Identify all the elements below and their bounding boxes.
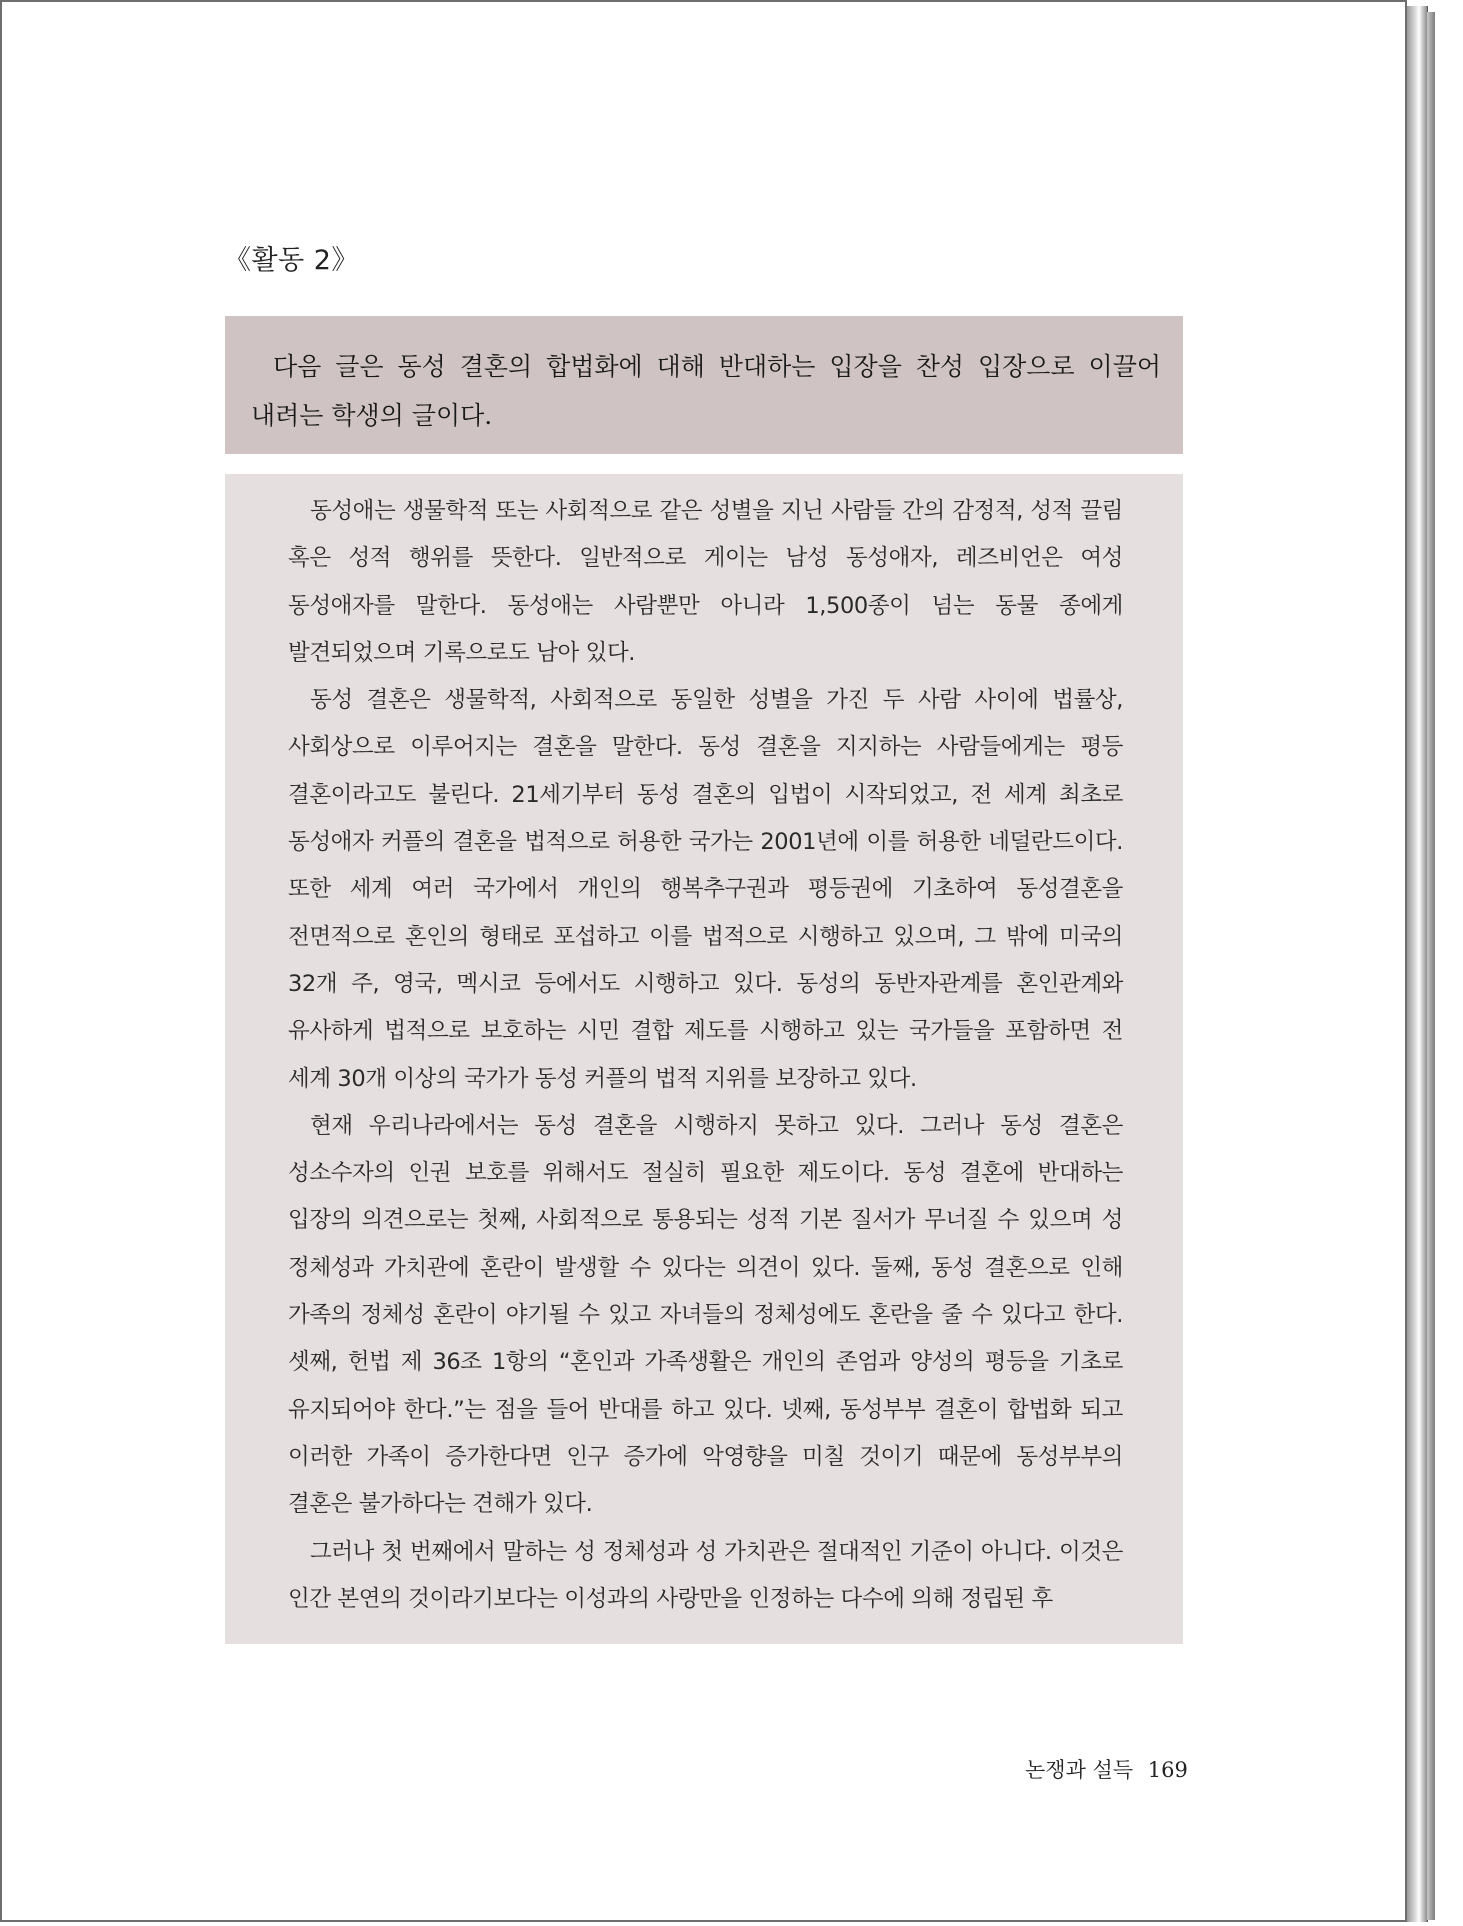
footer-book-title: 논쟁과 설득 <box>1025 1758 1134 1782</box>
page-footer <box>1025 1754 1188 1784</box>
prompt-box <box>225 316 1183 454</box>
passage-paragraph-3: 현재 우리나라에서는 동성 결혼을 시행하지 못하고 있다. 그러나 동성 결혼은 성소수자의 인권 보호를 위해서도 절실히 필요한 제도이다. 동성 결혼에 반대하는 입장의 의견으로는 첫째, 사회적으로 통용되는 성적 기본 질서가 무너질 수 있으며 성 정체성과 가치관에 혼란이 발생할 수 있다는 의견이 있다. 둘째, 동성 결혼으로 인해 가족의 정체성 혼란이 야기될 수 있고 자녀들의 정체성에도 혼란을 줄 수 있다고 한다. 셋째, 헌법 제 36조 1항의 “혼인과 가족생활은 개인의 존엄과 양성의 평등을 기초로 유지되어야 한다.”는 점을 들어 반대를 하고 있다. 넷째, 동성부부 결혼이 합법화 되고 이러한 가족이 증가한다면 인구 증가에 악영향을 미칠 것이기 때문에 동성부부의 결혼은 불가하다는 견해가 있다. <box>288 1112 1123 1518</box>
page-stack-shadow <box>1427 12 1435 1920</box>
page-stack-edge <box>1407 6 1428 1922</box>
passage-paragraph-2: 동성 결혼은 생물학적, 사회적으로 동일한 성별을 가진 두 사람 사이에 법률상, 사회상으로 이루어지는 결혼을 말한다. 동성 결혼을 지지하는 사람들에게는 평등 결혼이라고도 불린다. 21세기부터 동성 결혼의 입법이 시작되었고, 전 세계 최초로 동성애자 커플의 결혼을 법적으로 허용한 국가는 2001년에 이를 허용한 네덜란드이다. 또한 세계 여러 국가에서 개인의 행복추구권과 평등권에 기초하여 동성결혼을 전면적으로 혼인의 형태로 포섭하고 이를 법적으로 시행하고 있으며, 그 밖에 미국의 32개 주, 영국, 멕시코 등에서도 시행하고 있다. 동성의 동반자관계를 혼인관계와 유사하게 법적으로 보호하는 시민 결합 제도를 시행하고 있는 국가들을 포함하면 전 세계 30개 이상의 국가가 동성 커플의 법적 지위를 보장하고 있다. <box>288 687 1123 1092</box>
page-number: 169 <box>1147 1758 1188 1782</box>
passage-paragraph-1: 동성애는 생물학적 또는 사회적으로 같은 성별을 지닌 사람들 간의 감정적, 성적 끌림 혹은 성적 행위를 뜻한다. 일반적으로 게이는 남성 동성애자, 레즈비언은 여성 동성애자를 말한다. 동성애는 사람뿐만 아니라 1,500종이 넘는 동물 종에게 발견되었으며 기록으로도 남아 있다. <box>288 498 1123 666</box>
passage-paragraph-4: 그러나 첫 번째에서 말하는 성 정체성과 성 가치관은 절대적인 기준이 아니다. 이것은 인간 본연의 것이라기보다는 이성과의 사랑만을 인정하는 다수에 의해 정립된 후 <box>288 1538 1123 1612</box>
activity-heading: 《활동 2》 <box>224 245 359 276</box>
passage-box <box>225 474 1183 1644</box>
prompt-text: 다음 글은 동성 결혼의 합법화에 대해 반대하는 입장을 찬성 입장으로 이끌어 내려는 학생의 글이다. <box>251 352 1161 430</box>
